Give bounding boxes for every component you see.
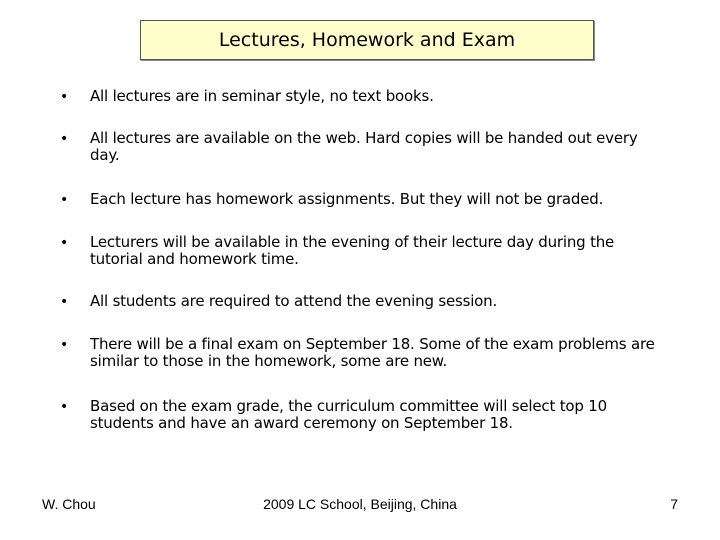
bullet-text: All lectures are available on the web. Hard copies will be handed out every day. bbox=[90, 129, 638, 164]
bullet-icon: • bbox=[60, 192, 69, 208]
bullet-item bbox=[58, 336, 668, 370]
bullet-text: Based on the exam grade, the curriculum committee will select top 10 students and have an award ceremony on September 18. bbox=[90, 397, 607, 432]
bullet-item bbox=[58, 130, 668, 164]
bullet-icon: • bbox=[60, 131, 69, 147]
bullet-text: There will be a final exam on September 18. Some of the exam problems are similar to those in the homework, some are new. bbox=[90, 335, 655, 370]
bullet-icon: • bbox=[60, 399, 69, 415]
bullet-item bbox=[58, 88, 668, 106]
page-number: 7 bbox=[670, 496, 678, 512]
footer-author: W. Chou bbox=[42, 496, 96, 512]
footer-event: 2009 LC School, Beijing, China bbox=[263, 496, 457, 512]
slide-title: Lectures, Homework and Exam bbox=[218, 28, 516, 51]
bullet-item bbox=[58, 293, 668, 311]
bullet-icon: • bbox=[60, 235, 69, 251]
bullet-item bbox=[58, 191, 668, 209]
bullet-text: All students are required to attend the evening session. bbox=[90, 292, 498, 310]
bullet-item bbox=[58, 398, 668, 432]
bullet-icon: • bbox=[60, 89, 69, 105]
bullet-icon: • bbox=[60, 337, 69, 353]
bullet-item bbox=[58, 234, 668, 268]
bullet-text: Lecturers will be available in the evening of their lecture day during the tutorial and homework time. bbox=[90, 233, 615, 268]
bullet-icon: • bbox=[60, 294, 69, 310]
bullet-text: All lectures are in seminar style, no text books. bbox=[90, 87, 434, 105]
bullet-text: Each lecture has homework assignments. But they will not be graded. bbox=[90, 190, 604, 208]
